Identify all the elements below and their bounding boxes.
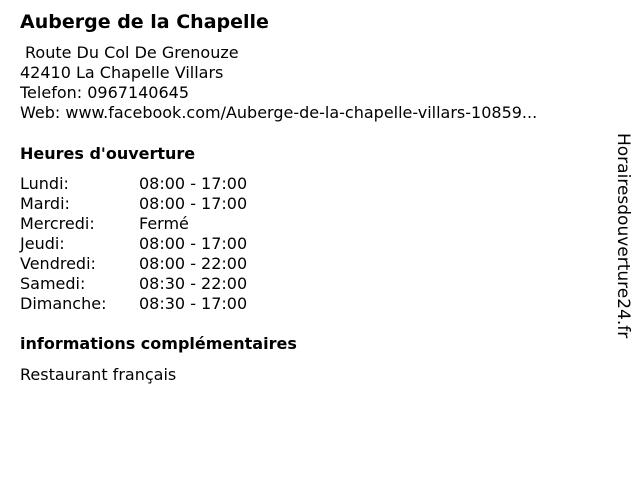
hours-value: 08:00 - 17:00	[139, 234, 248, 253]
additional-info-text: Restaurant français	[20, 365, 177, 384]
day-label: Mercredi:	[20, 214, 95, 233]
additional-info-heading: informations complémentaires	[20, 334, 297, 353]
opening-hours-table	[20, 174, 280, 314]
address-block	[20, 43, 537, 123]
city-address: 42410 La Chapelle Villars	[20, 63, 224, 82]
business-name: Auberge de la Chapelle	[20, 11, 269, 33]
phone-number: Telefon: 0967140645	[20, 83, 190, 102]
day-label: Mardi:	[20, 194, 70, 213]
day-label: Samedi:	[20, 274, 86, 293]
watermark	[612, 133, 634, 345]
hours-row-friday	[20, 254, 280, 274]
opening-hours-heading: Heures d'ouverture	[20, 144, 196, 163]
hours-row-sunday	[20, 294, 280, 314]
day-label: Jeudi:	[20, 234, 65, 253]
hours-value: 08:00 - 22:00	[139, 254, 248, 273]
hours-value: 08:30 - 17:00	[139, 294, 248, 313]
day-label: Vendredi:	[20, 254, 96, 273]
hours-value: 08:30 - 22:00	[139, 274, 248, 293]
hours-row-wednesday	[20, 214, 280, 234]
hours-value: 08:00 - 17:00	[139, 174, 248, 193]
hours-value: Fermé	[139, 214, 189, 233]
website-link[interactable]: Web: www.facebook.com/Auberge-de-la-chapelle-villars-10859...	[20, 103, 538, 122]
watermark-text: Horairesdouverture24.fr	[613, 133, 633, 339]
day-label: Dimanche:	[20, 294, 107, 313]
hours-row-tuesday	[20, 194, 280, 214]
street-address: Route Du Col De Grenouze	[25, 43, 239, 62]
hours-row-monday	[20, 174, 280, 194]
hours-row-saturday	[20, 274, 280, 294]
day-label: Lundi:	[20, 174, 69, 193]
hours-value: 08:00 - 17:00	[139, 194, 248, 213]
hours-row-thursday	[20, 234, 280, 254]
